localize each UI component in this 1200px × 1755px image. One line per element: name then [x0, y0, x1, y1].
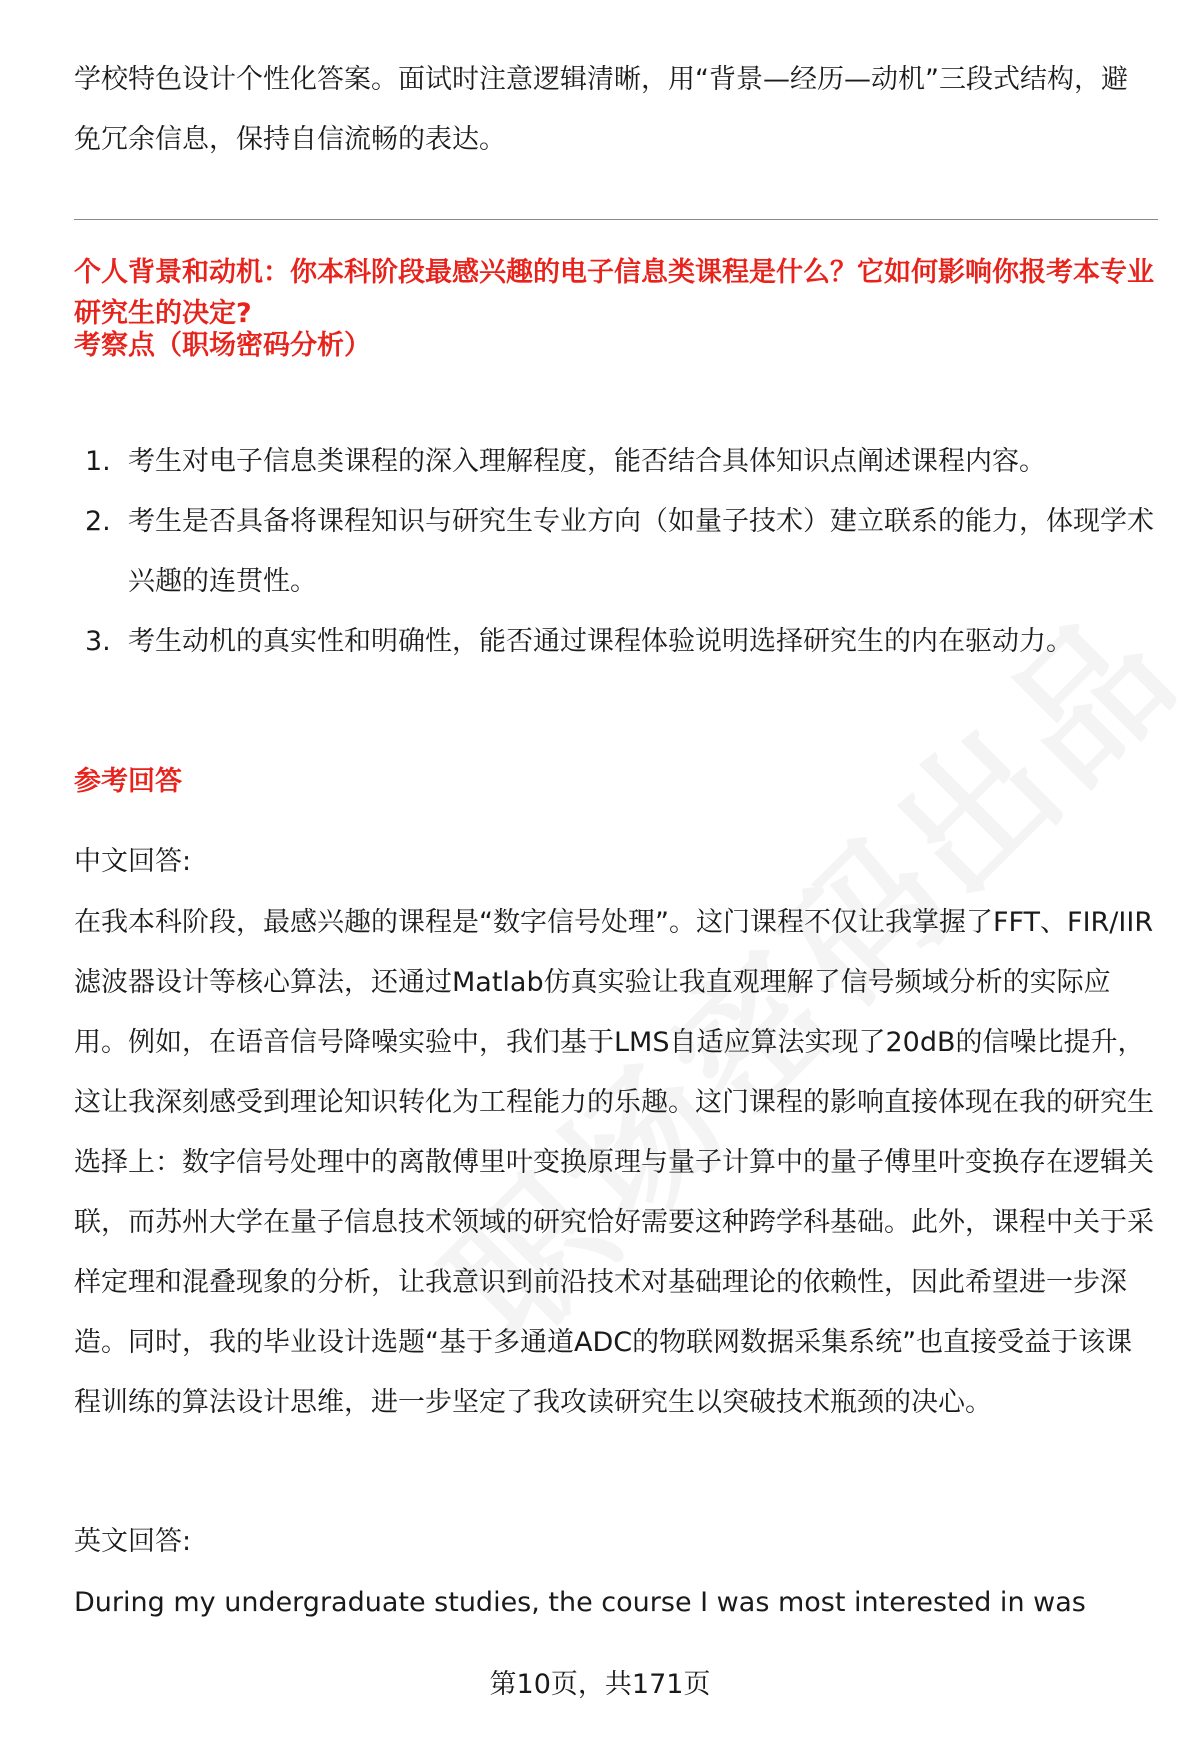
list-item-number: 2. — [85, 506, 111, 537]
page-footer: 第10页，共171页 — [489, 1669, 711, 1700]
exam-points-heading: 考察点（职场密码分析） — [74, 330, 371, 361]
english-answer-label: 英文回答: — [74, 1526, 192, 1557]
list-item-text: 考生对电子信息类课程的深入理解程度，能否结合具体知识点阐述课程内容。 — [128, 446, 1046, 477]
list-item-text: 考生动机的真实性和明确性，能否通过课程体验说明选择研究生的内在驱动力。 — [128, 626, 1073, 657]
list-item — [74, 432, 1154, 492]
list-item-text: 考生是否具备将课程知识与研究生专业方向（如量子技术）建立联系的能力，体现学术兴趣的连贯性。 — [128, 506, 1154, 597]
list-item — [74, 612, 1154, 672]
list-item-number: 3. — [85, 626, 111, 657]
section-divider — [74, 219, 1158, 220]
chinese-answer-paragraph: 在我本科阶段，最感兴趣的课程是“数字信号处理”。这门课程不仅让我掌握了FFT、FIR/IIR滤波器设计等核心算法，还通过Matlab仿真实验让我直观理解了信号频域分析的实际应用。例如，在语音信号降噪实验中，我们基于LMS自适应算法实现了20dB的信噪比提升，这让我深刻感受到理论知识转化为工程能力的乐趣。这门课程的影响直接体现在我的研究生选择上：数字信号处理中的离散傅里叶变换原理与量子计算中的量子傅里叶变换存在逻辑关联，而苏州大学在量子信息技术领域的研究恰好需要这种跨学科基础。此外，课程中关于采样定理和混叠现象的分析，让我意识到前沿技术对基础理论的依赖性，因此希望进一步深造。同时，我的毕业设计选题“基于多通道ADC的物联网数据采集系统”也直接受益于该课程训练的算法设计思维，进一步坚定了我攻读研究生以突破技术瓶颈的决心。 — [74, 907, 1154, 1418]
english-answer-paragraph: During my undergraduate studies, the course I was most interested in was — [74, 1587, 1086, 1618]
question-heading: 个人背景和动机：你本科阶段最感兴趣的电子信息类课程是什么？它如何影响你报考本专业研究生的决定? — [74, 257, 1154, 329]
reference-answer-heading: 参考回答 — [74, 766, 182, 797]
list-item — [74, 492, 1154, 612]
list-item-number: 1. — [85, 446, 111, 477]
exam-points-list — [74, 432, 1154, 672]
intro-paragraph: 学校特色设计个性化答案。面试时注意逻辑清晰，用“背景—经历—动机”三段式结构，避免冗余信息，保持自信流畅的表达。 — [74, 64, 1128, 155]
chinese-answer-label: 中文回答: — [74, 846, 192, 877]
